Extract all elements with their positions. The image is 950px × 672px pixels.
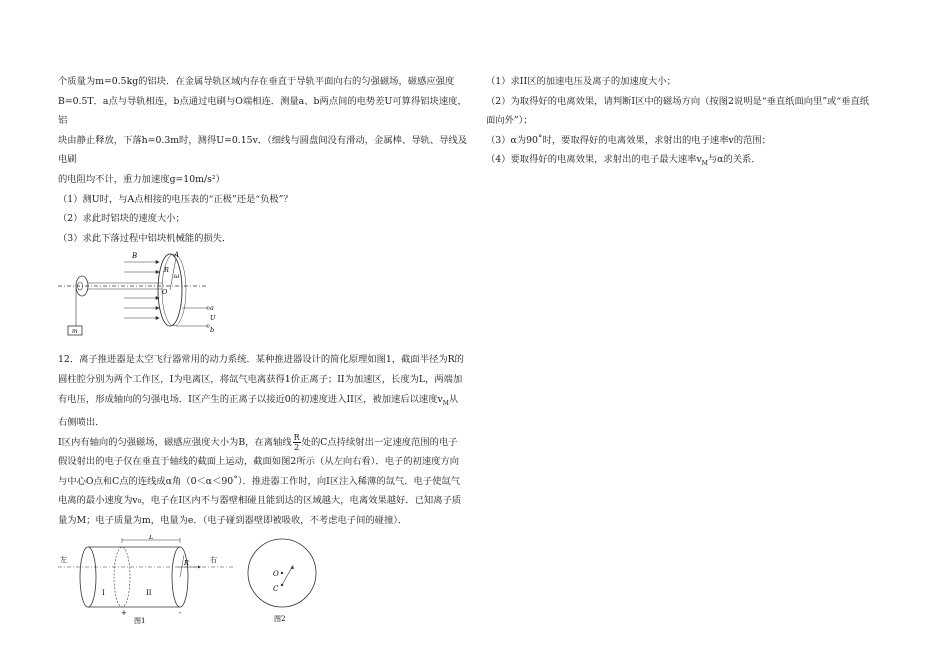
point-C-label: C xyxy=(273,584,279,593)
right-question-4: （4）要取得好的电离效果，求射出的电子最大速率$v_M$与α的关系． xyxy=(486,154,761,168)
right-direction-label: 右 xyxy=(210,555,217,564)
r-over-2-fraction: $\frac{R}{2}$ xyxy=(293,432,300,452)
q11-figure xyxy=(58,250,228,342)
right-column xyxy=(486,72,896,174)
radius-R-label-fig1: R xyxy=(184,558,189,567)
terminal-a-label: a xyxy=(210,304,214,313)
figure-2-cross-section xyxy=(240,535,330,625)
figure-1-caption: 图1 xyxy=(134,616,146,625)
q12-line-8: 电离的最小速度为v₀，电子在I区内不与器壁相碰且能到达的区域越大，电离效果越好．已知离子质 xyxy=(58,495,462,507)
terminal-b-label: b xyxy=(210,326,215,335)
right-question-2: （2）为取得好的电离效果，请判断I区中的磁场方向（按图2说明是“垂直纸面向里”或“垂直纸 xyxy=(486,95,870,107)
q11-question-2: （2）求此时铝块的速度大小； xyxy=(58,213,185,225)
left-column xyxy=(58,72,468,625)
right-question-1: （1）求II区的加速电压及离子的加速度大小； xyxy=(486,76,676,87)
point-A-label: A xyxy=(174,251,180,260)
plus-terminal-label: + xyxy=(121,608,127,617)
q12-line-5: I区内有轴向的匀强磁场，磁感应强度大小为B，在离轴线 $\frac{R}{2}$ 处的C点持续射出一定速度范围的电子 xyxy=(58,432,458,452)
radius-R-label: R xyxy=(164,266,169,275)
voltage-U-label: U xyxy=(210,314,216,323)
question-12 xyxy=(58,350,468,530)
right-question-2-cont: 面向外”）； xyxy=(486,115,533,127)
figure-1-cylinder xyxy=(58,535,238,625)
q12-line-2: 圆柱腔分别为两个工作区，I为电离区，将氙气电离获得1价正离子；II为加速区，长度为L，两端加 xyxy=(58,373,463,385)
minus-terminal-label: - xyxy=(179,608,182,617)
right-question-3: （3）α为90˚时，要取得好的电离效果，求射出的电子速率v的范围； xyxy=(486,134,771,146)
q12-line-7: 与中心O点和C点的连线成α角（0＜α＜90˚）．推进器工作时，向I区注入稀薄的氙气．电子使氙气 xyxy=(58,475,460,487)
q12-figures xyxy=(58,535,468,625)
q11-question-3: （3）求此下落过程中铝块机械能的损失． xyxy=(58,232,232,244)
q12-line-3: 有电压，形成轴向的匀强电场．I区产生的正离子以接近0的初速度进入II区，被加速后以速度$v_M$从 xyxy=(58,393,459,407)
q11-intro-line-4: 的电阻均不计，重力加速度g=10m/s²） xyxy=(58,173,225,185)
figure-2-caption: 图2 xyxy=(274,614,286,623)
q12-line-9: 量为M；电子质量为m，电量为e．（电子碰到器壁即被吸收，不考虑电子间的碰撞）． xyxy=(58,514,408,526)
omega-label: ω xyxy=(174,272,180,281)
q12-line-4: 右侧喷出． xyxy=(58,416,105,428)
q11-question-1: （1）测U时，与A点相接的电压表的“正极”还是“负极”？ xyxy=(58,193,293,205)
region-I-label: I xyxy=(102,588,105,597)
region-II-label: II xyxy=(146,588,152,597)
mass-label: m xyxy=(72,328,78,336)
center-O-label-fig2: O xyxy=(273,569,279,578)
field-B-label: B xyxy=(132,252,138,261)
center-O-label: O xyxy=(162,288,168,297)
q12-line-6: 假设射出的电子仅在垂直于轴线的截面上运动，截面如图2所示（从左向右看）．电子的初速度方向 xyxy=(58,456,460,468)
length-L-label: L xyxy=(149,534,154,541)
q11-intro-line-2: B=0.5T．a点与导轨相连，b点通过电刷与O端相连．测量a、b两点间的电势差U可算得铝块速度，铝 xyxy=(58,95,467,127)
q12-line-1: 12．离子推进器是太空飞行器常用的动力系统．某种推进器设计的简化原理如图1，截面半径为R的 xyxy=(58,354,464,366)
q11-intro-line-1: 个质量为m=0.5kg的铝块．在金属导轨区域内存在垂直于导轨平面向右的匀强磁场，磁感应强度 xyxy=(58,76,455,87)
left-direction-label: 左 xyxy=(60,555,67,564)
q11-intro-line-3: 块由静止释放，下落h=0.3m时，测得U=0.15v．（细线与圆盘间没有滑动，金属棒、导轨、导线及电刷 xyxy=(58,134,467,166)
